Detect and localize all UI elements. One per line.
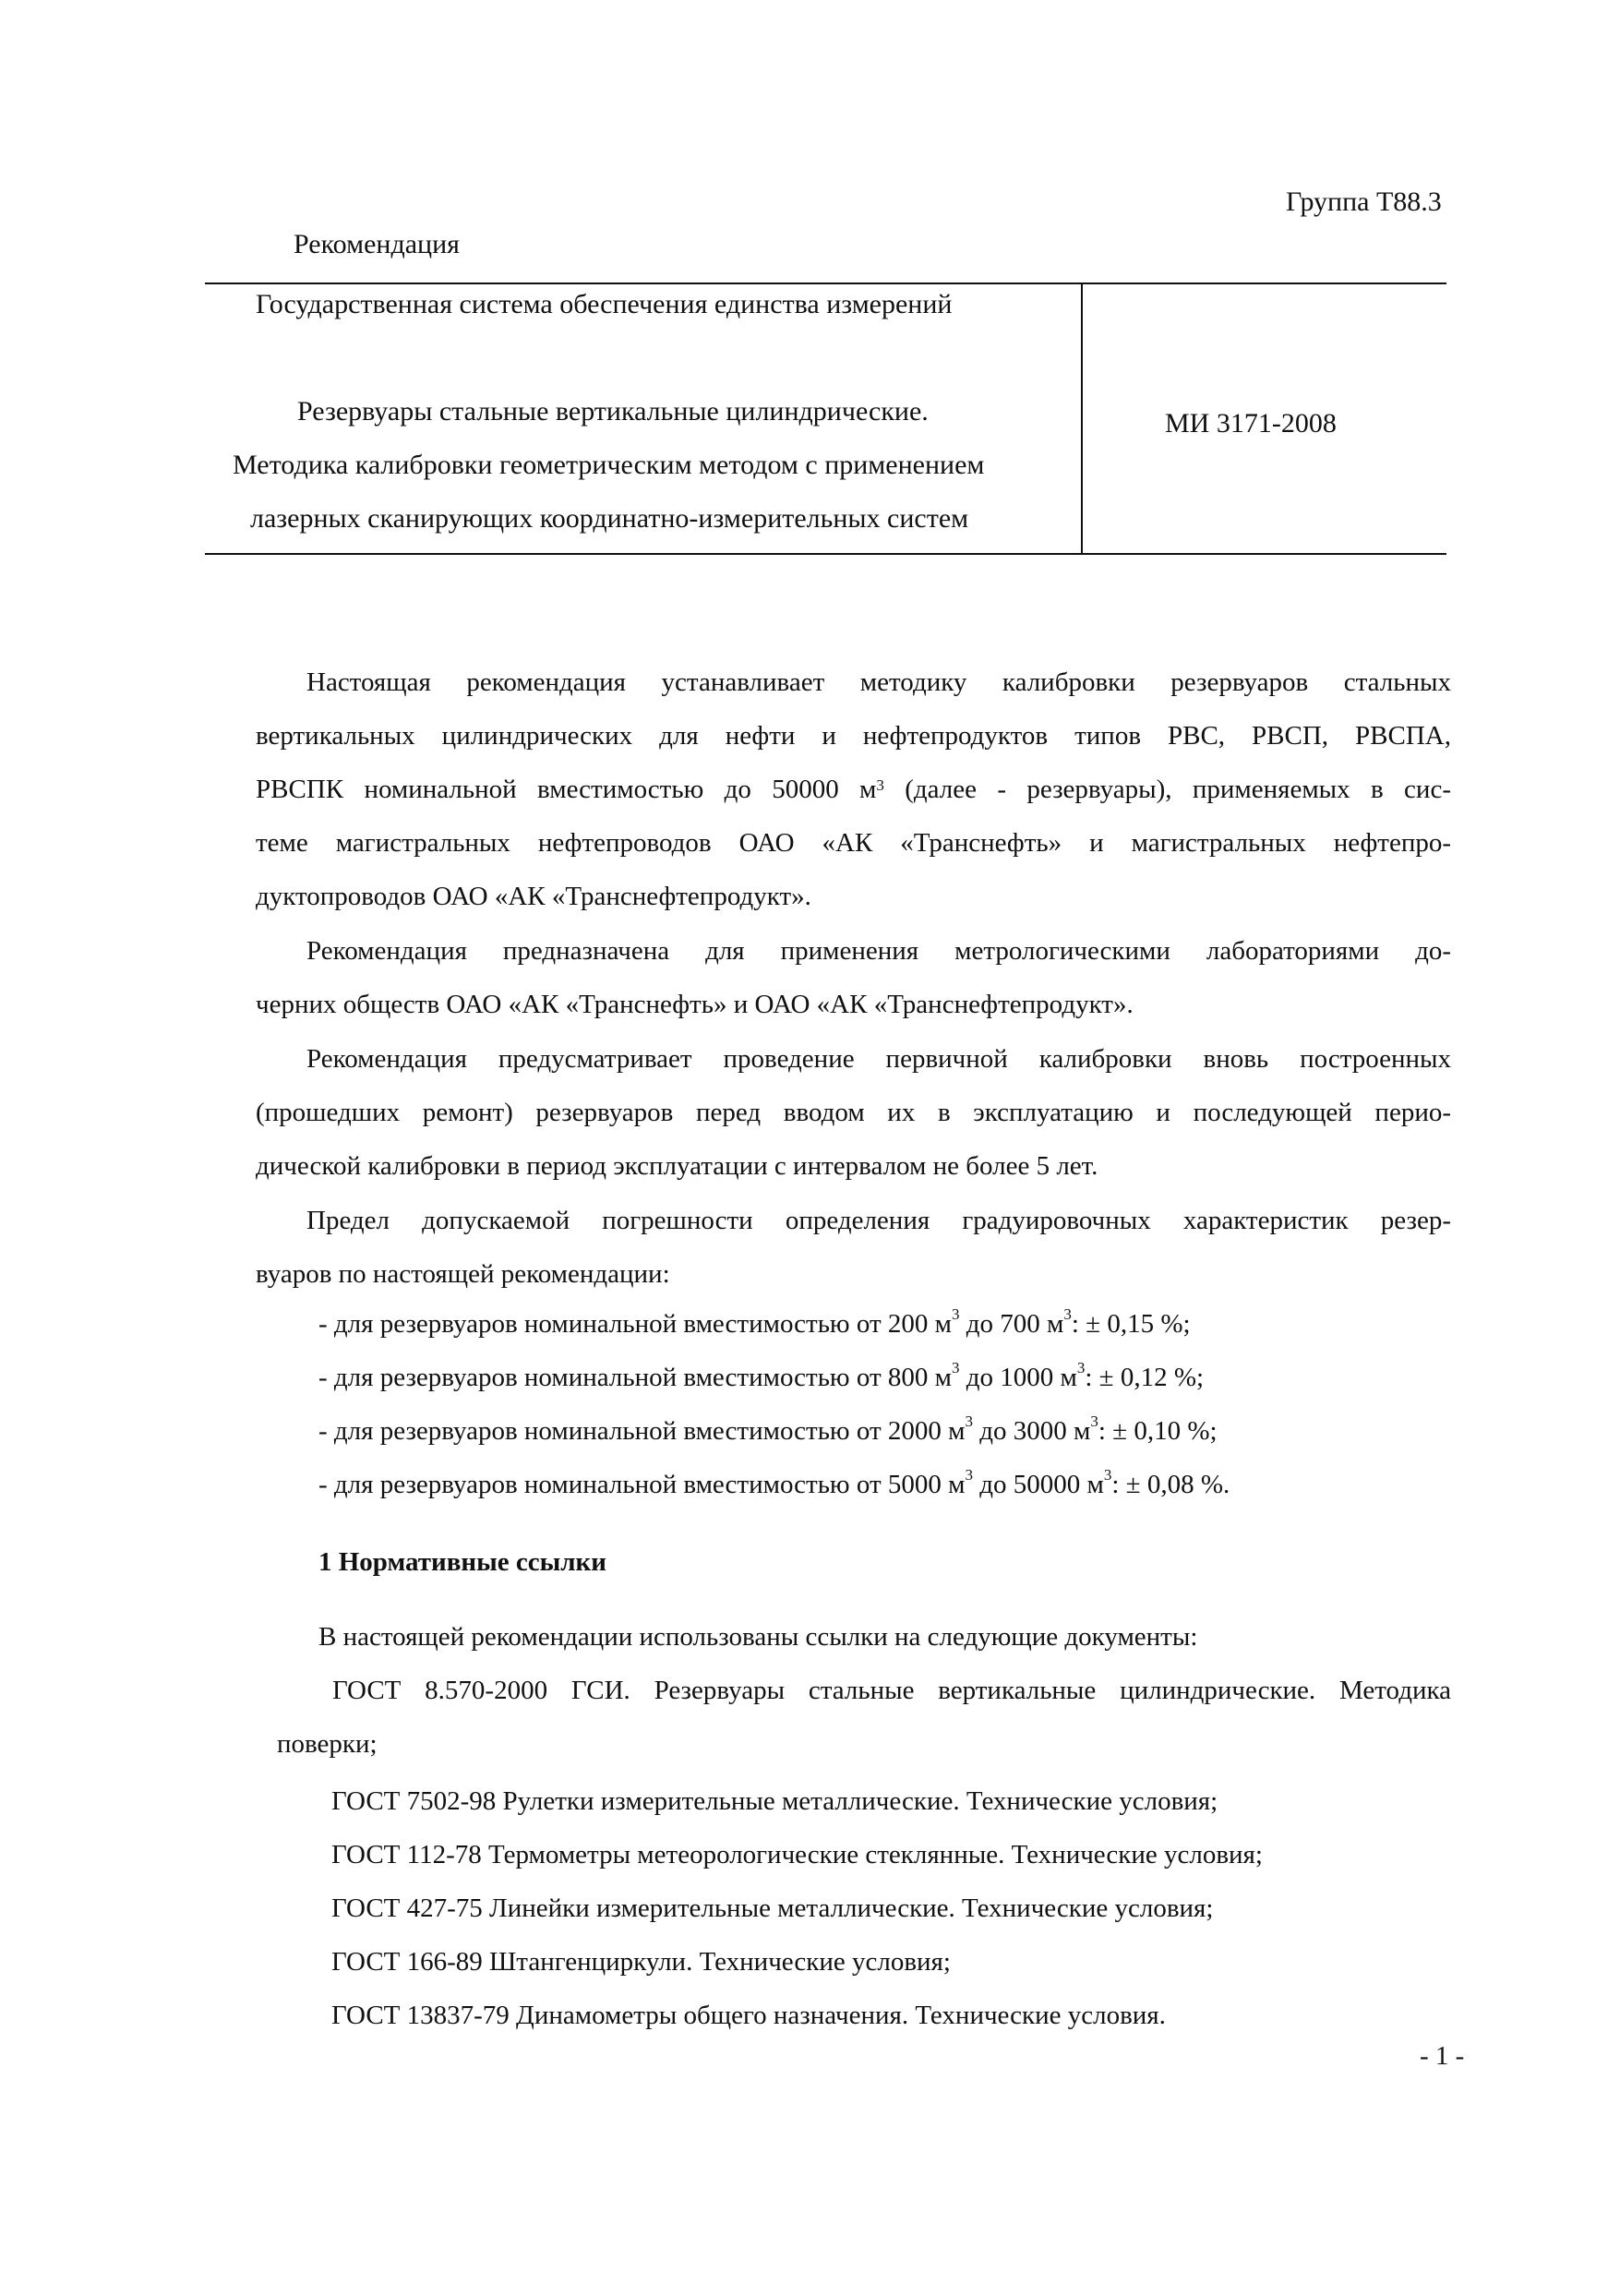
p1-line-2: вертикальных цилиндрических для нефти и нефтепродуктов типов РВС, РВСП, РВСПА,	[256, 721, 1451, 751]
header-top-rule	[205, 282, 1446, 284]
p1-line-3	[256, 763, 1451, 816]
p1-line-5: дуктопроводов ОАО «АК «Транснефтепродукт».	[256, 882, 811, 911]
cubic-exponent: 3	[876, 776, 884, 794]
p1-line-1: Настоящая рекомендация устанавливает методику калибровки резервуаров стальных	[306, 667, 1451, 697]
p1-line-4: теме магистральных нефтепроводов ОАО «АК «Транснефть» и магистральных нефтепро-	[256, 828, 1451, 858]
p4-line-2: вуаров по настоящей рекомендации:	[256, 1259, 670, 1289]
p2-line-1: Рекомендация предназначена для применения метрологическими лабораториями до-	[306, 936, 1451, 966]
header-divider	[1081, 282, 1083, 554]
group-code: Группа Т88.3	[1286, 186, 1442, 217]
document-designation: МИ 3171-2008	[1165, 408, 1337, 439]
reference-item: ГОСТ 7502-98 Рулетки измерительные металлические. Технические условия;	[331, 1786, 1218, 1816]
section-1-lead: В настоящей рекомендации использованы ссылки на следующие документы:	[318, 1622, 1198, 1652]
header-bottom-rule	[205, 553, 1446, 555]
p1-line-3-a: РВСПК номинальной вместимостью до 50000 м	[256, 775, 877, 804]
page-number: - 1 -	[1420, 2041, 1465, 2071]
intro-paragraph-1	[256, 655, 1451, 923]
limit-item: - для резервуаров номинальной вместимостью от 5000 $м^3$ до 50000 $м^3$: ± 0,08 %.	[318, 1466, 1230, 1499]
section-1-heading: 1 Нормативные ссылки	[318, 1547, 606, 1577]
intro-paragraph-3	[256, 1032, 1451, 1193]
limit-item: - для резервуаров номинальной вместимостью от 200 $м^3$ до 700 $м^3$: ± 0,15 %;	[318, 1305, 1191, 1339]
reference-item: ГОСТ 112-78 Термометры метеорологические стеклянные. Технические условия;	[331, 1840, 1263, 1869]
p1-line-3-b: (далее - резервуары), применяемых в сис-	[883, 775, 1451, 804]
limit-item: - для резервуаров номинальной вместимостью от 800 $м^3$ до 1000 $м^3$: ± 0,12 %;	[318, 1359, 1205, 1392]
ref-line-1: ГОСТ 8.570-2000 ГСИ. Резервуары стальные вертикальные цилиндрические. Методика	[332, 1676, 1451, 1705]
document-type: Рекомендация	[294, 229, 460, 259]
p2-line-2: черних обществ ОАО «АК «Транснефть» и ОАО «АК «Транснефтепродукт».	[256, 990, 1134, 1019]
reference-gost-8570	[277, 1664, 1451, 1771]
p3-line-2: (прошедших ремонт) резервуаров перед вводом их в эксплуатацию и последующей перио-	[256, 1098, 1451, 1127]
p3-line-1: Рекомендация предусматривает проведение первичной калибровки вновь построенных	[306, 1044, 1451, 1074]
intro-paragraph-4	[256, 1194, 1451, 1301]
limit-item: - для резервуаров номинальной вместимостью от 2000 $м^3$ до 3000 $м^3$: ± 0,10 %;	[318, 1412, 1218, 1446]
title-line-2: Методика калибровки геометрическим методом с применением	[233, 450, 985, 480]
title-line-1: Резервуары стальные вертикальные цилиндрические.	[297, 396, 929, 427]
reference-item: ГОСТ 166-89 Штангенциркули. Технические условия;	[331, 1947, 951, 1977]
title-line-3: лазерных сканирующих координатно-измерительных систем	[250, 503, 969, 534]
reference-item: ГОСТ 13837-79 Динамометры общего назначения. Технические условия.	[331, 2001, 1166, 2030]
reference-item: ГОСТ 427-75 Линейки измерительные металлические. Технические условия;	[331, 1893, 1214, 1923]
system-title: Государственная система обеспечения единства измерений	[256, 289, 953, 319]
p3-line-3: дической калибровки в период эксплуатации с интервалом не более 5 лет.	[256, 1151, 1098, 1181]
p4-line-1: Предел допускаемой погрешности определения градуировочных характеристик резер-	[306, 1206, 1451, 1235]
ref-line-2: поверки;	[277, 1729, 378, 1759]
intro-paragraph-2	[256, 924, 1451, 1031]
